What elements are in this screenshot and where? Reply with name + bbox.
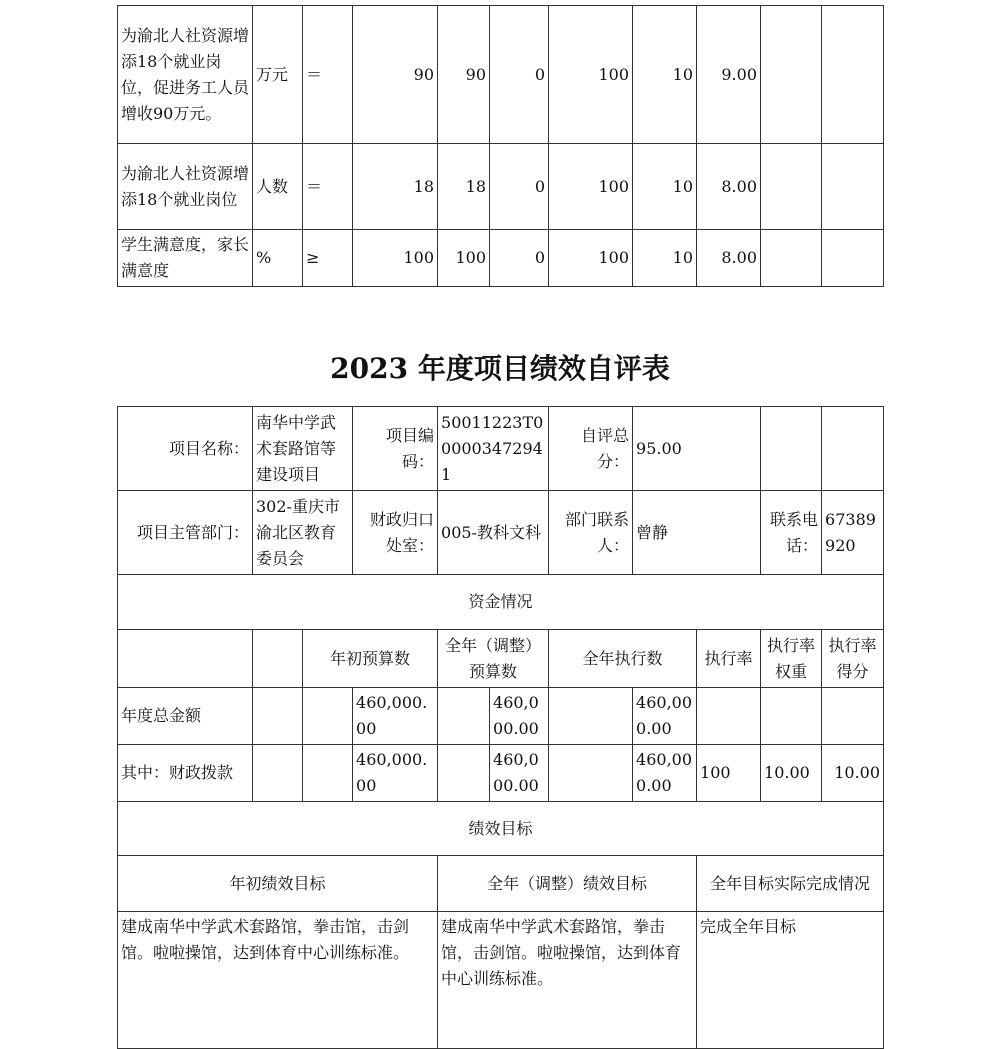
indicator-operator: ≥	[303, 230, 353, 287]
empty-cell	[761, 230, 822, 287]
adjusted-goal-text: 建成南华中学武术套路馆，拳击馆，击剑馆。啦啦操馆，达到体育中心训练标准。	[438, 912, 697, 1049]
contact-value: 曾静	[633, 491, 761, 575]
indicator-score: 9.00	[697, 6, 761, 144]
indicator-score: 8.00	[697, 230, 761, 287]
finance-label: 财政归口处室：	[353, 491, 438, 575]
empty-cell	[761, 407, 822, 491]
table-row	[118, 630, 884, 688]
empty-cell	[761, 6, 822, 144]
table-row	[118, 6, 884, 144]
indicator-target: 100	[353, 230, 438, 287]
indicator-score: 8.00	[697, 144, 761, 230]
table-row	[118, 144, 884, 230]
col-exec-rate: 执行率	[697, 630, 761, 688]
funds-section-header: 资金情况	[118, 575, 884, 630]
col-initial-goal: 年初绩效目标	[118, 856, 438, 912]
row-fiscal-adjusted: 460,000.00	[490, 745, 549, 802]
table-row	[118, 802, 884, 856]
empty-cell	[253, 688, 303, 745]
initial-goal-text: 建成南华中学武术套路馆，拳击馆，击剑馆。啦啦操馆，达到体育中心训练标准。	[118, 912, 438, 1049]
dept-label: 项目主管部门：	[118, 491, 253, 575]
empty-cell	[253, 630, 303, 688]
empty-cell	[549, 745, 633, 802]
indicator-weight: 10	[633, 144, 697, 230]
empty-cell	[303, 745, 353, 802]
col-rate-score: 执行率得分	[822, 630, 884, 688]
indicator-target: 90	[353, 6, 438, 144]
col-executed: 全年执行数	[549, 630, 697, 688]
indicator-rate: 100	[549, 144, 633, 230]
indicator-operator: ＝	[303, 6, 353, 144]
indicator-actual: 100	[438, 230, 490, 287]
indicator-deviation: 0	[490, 144, 549, 230]
col-completion: 全年目标实际完成情况	[697, 856, 884, 912]
phone-value: 67389920	[822, 491, 884, 575]
row-fiscal-score: 10.00	[822, 745, 884, 802]
row-fiscal-label: 其中：财政拨款	[118, 745, 253, 802]
finance-value: 005-教科文科	[438, 491, 549, 575]
perf-section-header: 绩效目标	[118, 802, 884, 856]
table-row	[118, 856, 884, 912]
project-code-label: 项目编码：	[353, 407, 438, 491]
empty-cell	[438, 688, 490, 745]
row-total-label: 年度总金额	[118, 688, 253, 745]
self-score-value: 95.00	[633, 407, 761, 491]
row-total-adjusted: 460,000.00	[490, 688, 549, 745]
indicator-weight: 10	[633, 230, 697, 287]
table-row	[118, 745, 884, 802]
phone-label: 联系电话：	[761, 491, 822, 575]
col-initial-budget: 年初预算数	[303, 630, 438, 688]
completion-text: 完成全年目标	[697, 912, 884, 1049]
empty-cell	[761, 144, 822, 230]
empty-cell	[822, 6, 884, 144]
indicator-actual: 18	[438, 144, 490, 230]
row-total-executed: 460,000.00	[633, 688, 697, 745]
table-row	[118, 230, 884, 287]
indicator-table	[117, 5, 884, 287]
evaluation-table	[117, 406, 884, 1049]
table-row	[118, 575, 884, 630]
project-name-label: 项目名称：	[118, 407, 253, 491]
empty-cell	[549, 688, 633, 745]
project-code-value: 50011223T000003472941	[438, 407, 549, 491]
self-score-label: 自评总分：	[549, 407, 633, 491]
table-row	[118, 407, 884, 491]
empty-cell	[822, 407, 884, 491]
contact-label: 部门联系人：	[549, 491, 633, 575]
empty-cell	[253, 745, 303, 802]
empty-cell	[761, 688, 822, 745]
row-total-initial: 460,000.00	[353, 688, 438, 745]
indicator-deviation: 0	[490, 230, 549, 287]
dept-value: 302-重庆市渝北区教育委员会	[253, 491, 353, 575]
empty-cell	[438, 745, 490, 802]
empty-cell	[822, 230, 884, 287]
indicator-name: 为渝北人社资源增添18个就业岗位	[118, 144, 253, 230]
indicator-name: 学生满意度，家长满意度	[118, 230, 253, 287]
page-title: 2023 年度项目绩效自评表	[330, 352, 670, 385]
indicator-operator: ＝	[303, 144, 353, 230]
table-row	[118, 688, 884, 745]
row-fiscal-weight: 10.00	[761, 745, 822, 802]
row-fiscal-initial: 460,000.00	[353, 745, 438, 802]
empty-cell	[697, 688, 761, 745]
row-fiscal-rate: 100	[697, 745, 761, 802]
indicator-name: 为渝北人社资源增添18个就业岗位，促进务工人员增收90万元。	[118, 6, 253, 144]
indicator-unit: 万元	[253, 6, 303, 144]
indicator-unit: %	[253, 230, 303, 287]
row-fiscal-executed: 460,000.00	[633, 745, 697, 802]
indicator-actual: 90	[438, 6, 490, 144]
empty-cell	[822, 688, 884, 745]
col-adjusted-goal: 全年（调整）绩效目标	[438, 856, 697, 912]
table-row	[118, 491, 884, 575]
table-row	[118, 912, 884, 1049]
indicator-rate: 100	[549, 230, 633, 287]
indicator-rate: 100	[549, 6, 633, 144]
empty-cell	[118, 630, 253, 688]
empty-cell	[822, 144, 884, 230]
indicator-weight: 10	[633, 6, 697, 144]
col-rate-weight: 执行率权重	[761, 630, 822, 688]
indicator-target: 18	[353, 144, 438, 230]
col-adjusted-budget: 全年（调整）预算数	[438, 630, 549, 688]
empty-cell	[303, 688, 353, 745]
indicator-unit: 人数	[253, 144, 303, 230]
project-name-value: 南华中学武术套路馆等建设项目	[253, 407, 353, 491]
indicator-deviation: 0	[490, 6, 549, 144]
